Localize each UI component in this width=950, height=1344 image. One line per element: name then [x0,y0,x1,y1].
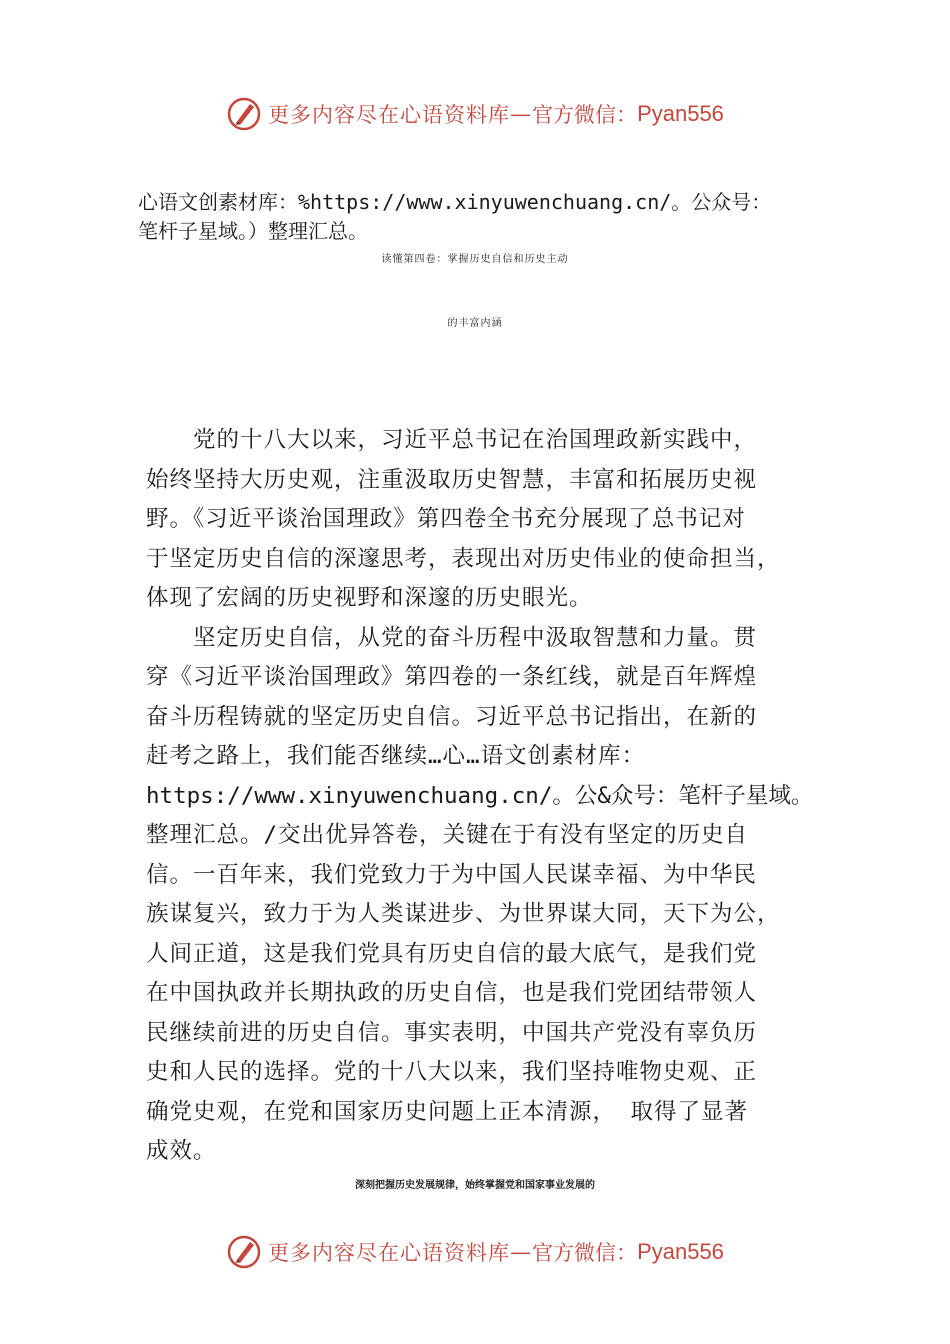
body-line: 族谋复兴，致力于为人类谋进步、为世界谋大同，天下为公， [146,901,781,927]
body-line: 史和人民的选择。党的十八大以来，我们坚持唯物史观、正 [146,1059,758,1085]
body-line: https://www.xinyuwenchuang.cn/。公&众号：笔杆子星域。 [146,783,814,809]
banner-text: 更多内容尽在心语资料库 [268,1241,511,1265]
banner-wechat-id: Pyan556 [637,1239,724,1264]
pen-logo-icon [226,1234,262,1270]
body-line: 党的十八大以来，习近平总书记在治国理政新实践中， [146,427,758,453]
body-line: 体现了宏阔的历史视野和深邃的历史眼光。 [146,585,593,611]
source-note-line-1: 心语文创素材库：%https://www.xinyuwenchuang.cn/。公众号： [138,190,772,214]
banner-dash: — [510,102,533,126]
body-line: 在中国执政并长期执政的历史自信，也是我们党团结带领人 [146,980,758,1006]
body-line: 野。《习近平谈治国理政》第四卷全书充分展现了总书记对 [146,506,746,532]
body-line: 坚定历史自信，从党的奋斗历程中汲取智慧和力量。贯 [146,625,758,651]
page-title-line-2: 的丰富内涵 [447,318,503,329]
pen-logo-icon [226,96,262,132]
banner-text: 更多内容尽在心语资料库 [268,103,511,127]
header-banner [0,94,950,134]
section-subheading: 深刻把握历史发展规律，始终掌握党和国家事业发展的 [355,1180,595,1191]
body-line: 于坚定历史自信的深邃思考，表现出对历史伟业的使命担当， [146,546,781,572]
banner-wechat-id: Pyan556 [637,101,724,126]
body-line: 信。一百年来，我们党致力于为中国人民谋幸福、为中华民 [146,862,758,888]
body-line: 人间正道，这是我们党具有历史自信的最大底气，是我们党 [146,941,758,967]
body-line: 民继续前进的历史自信。事实表明，中国共产党没有辜负历 [146,1020,758,1046]
body-line: 始终坚持大历史观，注重汲取历史智慧，丰富和拓展历史视 [146,467,758,493]
body-line: 整理汇总。/交出优异答卷，关键在于有没有坚定的历史自 [146,822,749,848]
body-line: 确党史观，在党和国家历史问题上正本清源， 取得了显著 [146,1099,749,1125]
page-title-line-1: 读懂第四卷：掌握历史自信和历史主动 [381,254,569,265]
banner-wechat-label: 官方微信： [532,1241,638,1265]
body-line: 奋斗历程铸就的坚定历史自信。习近平总书记指出，在新的 [146,704,758,730]
body-line: 穿《习近平谈治国理政》第四卷的一条红线，就是百年辉煌 [146,664,758,690]
body-line: 成效。 [146,1138,217,1164]
banner-dash: — [510,1240,533,1264]
footer-banner [0,1232,950,1272]
body-line: 赶考之路上，我们能否继续…心…语文创素材库： [146,743,646,769]
banner-wechat-label: 官方微信： [532,103,638,127]
source-note-line-2: 笔杆子星域。）整理汇总。 [138,219,368,243]
